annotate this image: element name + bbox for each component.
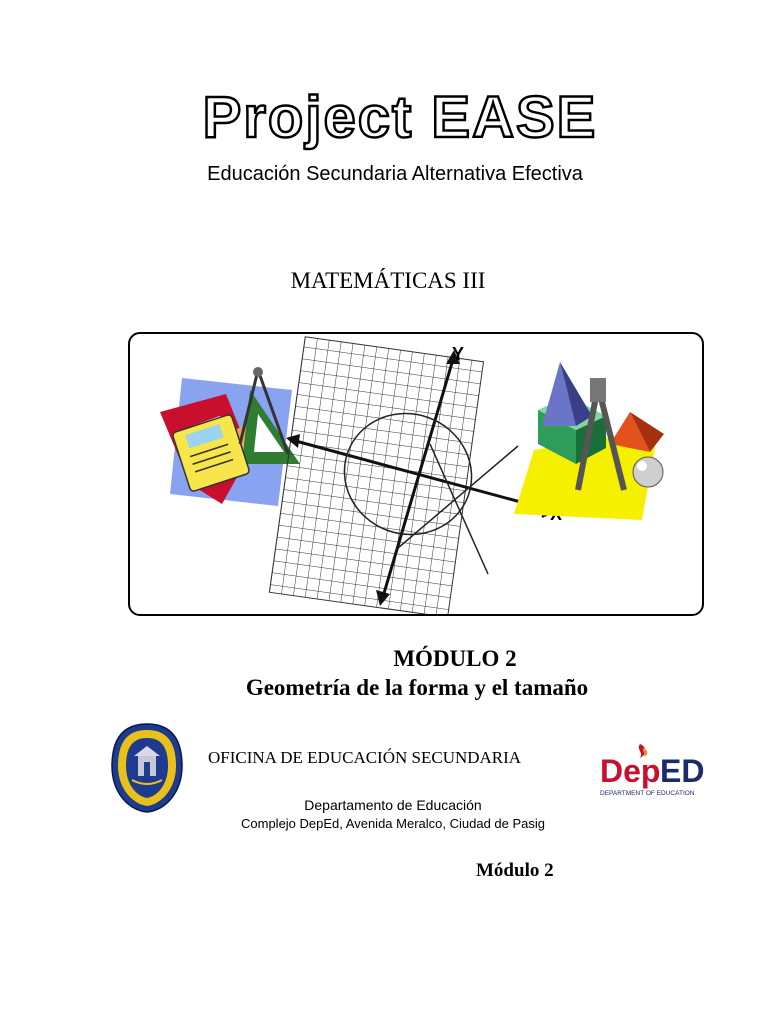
footer-module-label: Módulo 2 [476, 860, 554, 881]
module-title: Geometría de la forma y el tamaño [245, 675, 589, 700]
project-subtitle: Educación Secundaria Alternativa Efectiva [207, 163, 583, 185]
y-axis-label: Y [452, 344, 465, 364]
office-name: OFICINA DE EDUCACIÓN SECUNDARIA [208, 748, 522, 767]
subject-title: MATEMÁTICAS III [290, 268, 486, 293]
coordinate-grid [269, 337, 483, 616]
svg-text:ED: ED [660, 753, 705, 789]
deped-logo [596, 738, 708, 800]
department-name: Departamento de Educación [304, 797, 482, 813]
geometry-clipart [130, 334, 704, 616]
svg-text:Dep: Dep [600, 753, 661, 789]
right-shapes-clipart [514, 362, 664, 520]
left-tools-clipart [160, 367, 300, 506]
module-number: MÓDULO 2 [393, 646, 517, 671]
cover-illustration [128, 332, 704, 616]
office-address: Complejo DepEd, Avenida Meralco, Ciudad de Pasig [241, 816, 545, 831]
project-title: Project EASE [202, 85, 598, 150]
svg-text:DEPARTMENT OF EDUCATION: DEPARTMENT OF EDUCATION [600, 790, 695, 797]
